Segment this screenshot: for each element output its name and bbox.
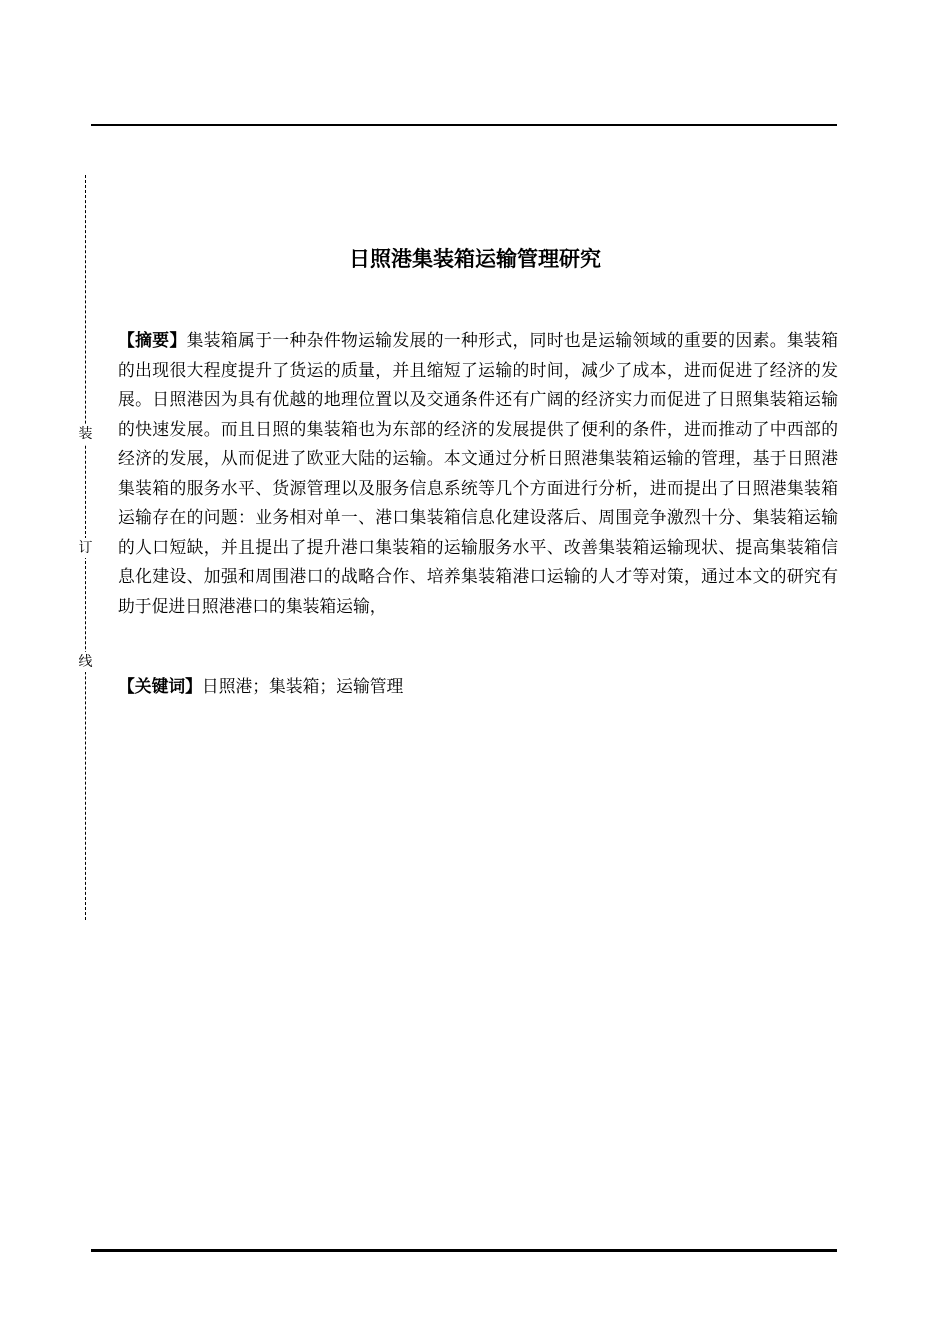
header-rule xyxy=(91,124,837,126)
binding-char-zhuang: 装 xyxy=(78,426,93,442)
abstract-paragraph xyxy=(118,326,838,621)
keywords-line xyxy=(118,672,838,702)
keywords-text: 日照港；集装箱；运输管理 xyxy=(201,676,404,696)
binding-char-ding: 订 xyxy=(78,540,93,556)
abstract-label: 【摘要】 xyxy=(118,330,187,350)
binding-char-xian: 线 xyxy=(78,654,93,670)
footer-rule xyxy=(91,1249,837,1252)
abstract-text: 集装箱属于一种杂件物运输发展的一种形式，同时也是运输领域的重要的因素。集装箱的出现很大程度提升了货运的质量，并且缩短了运输的时间，减少了成本，进而促进了经济的发展。日照港因为具有优越的地理位置以及交通条件还有广阔的经济实力而促进了日照集装箱运输的快速发展。而且日照的集装箱也为东部的经济的发展提供了便利的条件，进而推动了中西部的经济的发展，从而促进了欧亚大陆的运输。本文通过分析日照港集装箱运输的管理，基于日照港集装箱的服务水平、货源管理以及服务信息系统等几个方面进行分析，进而提出了日照港集装箱运输存在的问题：业务相对单一、港口集装箱信息化建设落后、周围竞争激烈十分、集装箱运输的人口短缺，并且提出了提升港口集装箱的运输服务水平、改善集装箱运输现状、提高集装箱信息化建设、加强和周围港口的战略合作、培养集装箱港口运输的人才等对策，通过本文的研究有助于促进日照港港口的集装箱运输， xyxy=(118,330,838,616)
document-title: 日照港集装箱运输管理研究 xyxy=(349,247,601,271)
keywords-label: 【关键词】 xyxy=(118,676,202,696)
